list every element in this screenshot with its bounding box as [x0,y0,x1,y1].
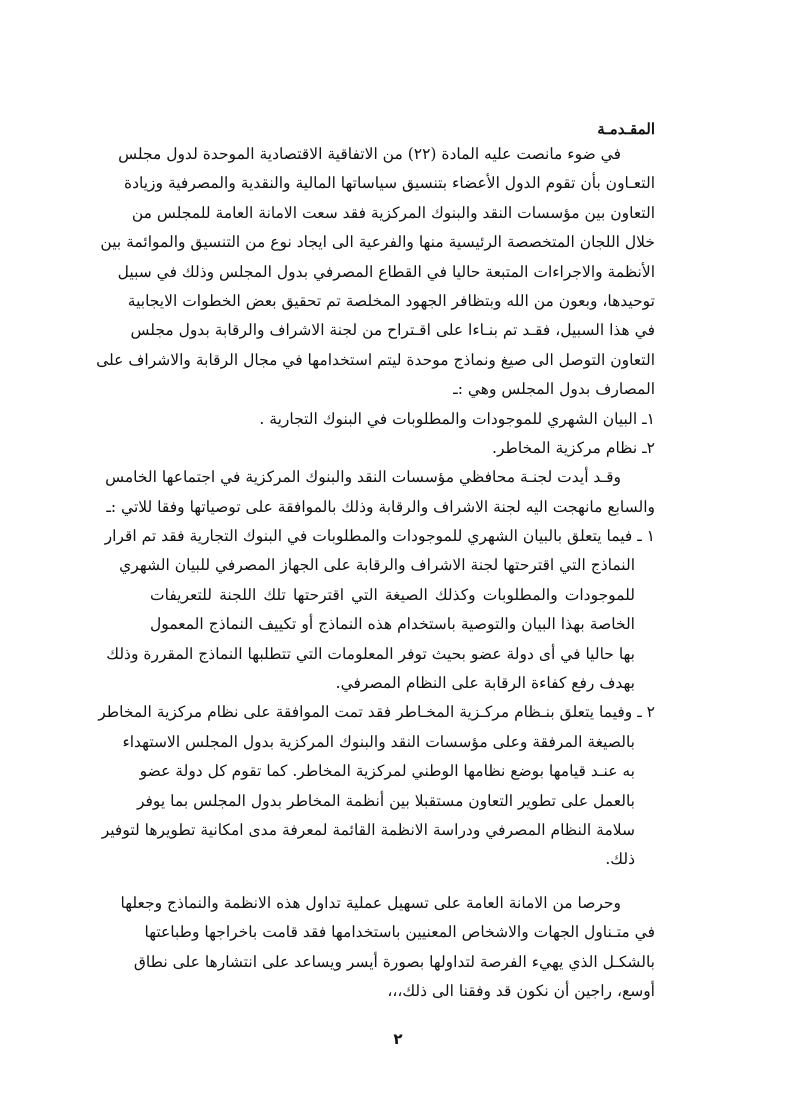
paragraph-intro [96,140,655,405]
text-line: الخاصة بهذا البيان والتوصية باستخدام هذه النماذج أو تكييف النماذج المعمول [150,615,635,634]
text-line: في متـناول الجهات والاشخاص المعنيين باستخدامها فقد قامت باخراجها وطباعتها [144,923,655,942]
text-line: وقـد أيدت لجنـة محافظي مؤسسات النقد والبنوك المركزية في اجتماعها الخامس [105,468,621,487]
list-item: ٢ـ نظام مركزية المخاطر. [492,438,655,457]
text-line: التعاون التوصل الى صيغ ونماذج موحدة ليتم استخدامها في مجال الرقابة والاشراف على [96,350,655,369]
text-line: سلامة النظام المصرفي ودراسة الانظمة القائمة لمعرفة مدى امكانية تطويرها لتوفير [101,820,635,839]
text-line: خلال اللجان المتخصصة الرئيسية منها والفرعية الى ايجاد نوع من التنسيق والموائمة بين [100,233,655,252]
list-item: ١ـ البيان الشهري للموجودات والمطلوبات في البنوك التجارية . [259,409,655,428]
text-line: في هذا السبيل، فقـد تم بنـاءا على اقـتراح من لجنة الاشراف والرقابة بدول مجلس [130,321,655,340]
text-line: ٢ ـ وفيما يتعلق بنـظام مركـزية المخـاطر فقد تمت الموافقة على نظام مركزية المخاطر [98,703,655,722]
text-line: وحرصا من الامانة العامة على تسهيل عملية تداول هذه الانظمة والنماذج وجعلها [120,893,621,912]
recommendation-item-1 [104,522,655,698]
paragraph-closing [120,889,655,1007]
text-line: التعاون بين مؤسسات النقد والبنوك المركزية فقد سعت الامانة العامة للمجلس من [131,203,655,222]
text-line: بالشكـل الذي يهيء الفرصة لتداولها بصورة أيسر ويساعد على انتشارها على نطاق [133,952,655,971]
text-line: به عنـد قيامها بوضع نظامها الوطني لمركزية المخاطر. كما تقوم كل دولة عضو [139,762,635,781]
page-title: المقـدمـة [597,120,655,138]
text-line: للموجودات والمطلوبات وكذلك الصيغة التي اقترحتها تلك اللجنة للتعريفات [150,585,635,604]
text-line: التعـاون بأن تقوم الدول الأعضاء بتنسيق سياساتها المالية والنقدية والمصرفية وزيادة [123,174,655,193]
text-line: والسابع مانهجت اليه لجنة الاشراف والرقابة وذلك بالموافقة على توصياتها وفقا للاتي :ـ [106,497,655,516]
text-line: توحيدها، وبعون من الله وبتظافر الجهود المخلصة تم تحقيق بعض الخطوات الايجابية [127,291,655,310]
text-line: بالعمل على تطوير التعاون مستقبلا بين أنظمة المخاطر بدول المجلس بما يوفر [136,791,635,810]
text-line: في ضوء مانصت عليه المادة (٢٢) من الاتفاقية الاقتصادية الموحدة لدول مجلس [118,145,621,163]
text-line: ١ ـ فيما يتعلق بالبيان الشهري للموجودات والمطلوبات في البنوك التجارية فقد تم اقرار [104,527,655,546]
paragraph-spacer [150,875,655,889]
text-line: ذلك. [605,850,635,869]
text-line: أوسع، راجين أن نكون قد وفقنا الى ذلك،،، [387,981,655,1000]
text-line: بالصيغة المرفقة وعلى مؤسسات النقد والبنوك المركزية بدول المجلس الاستهداء [122,732,635,751]
text-line: بهدف رفع كفاءة الرقابة على النظام المصرفي. [335,674,635,693]
page-number: ٢ [393,1030,403,1048]
text-line: الأنظمة والاجراءات المتبعة حاليا في القطاع المصرفي بدول المجلس وذلك في سبيل [117,262,655,281]
recommendation-item-2 [98,698,655,874]
text-line: النماذج التي اقترحتها لجنة الاشراف والرقابة على الجهاز المصرفي للبيان الشهري [119,556,635,575]
document-page [96,118,655,1006]
paragraph-approval [105,463,655,522]
forms-list [150,405,655,464]
text-line: بها حاليا في أى دولة عضو بحيث توفر المعلومات التي تتطلبها النماذج المقررة وذلك [106,644,635,663]
text-line: المصارف بدول المجلس وهي :ـ [453,380,655,399]
